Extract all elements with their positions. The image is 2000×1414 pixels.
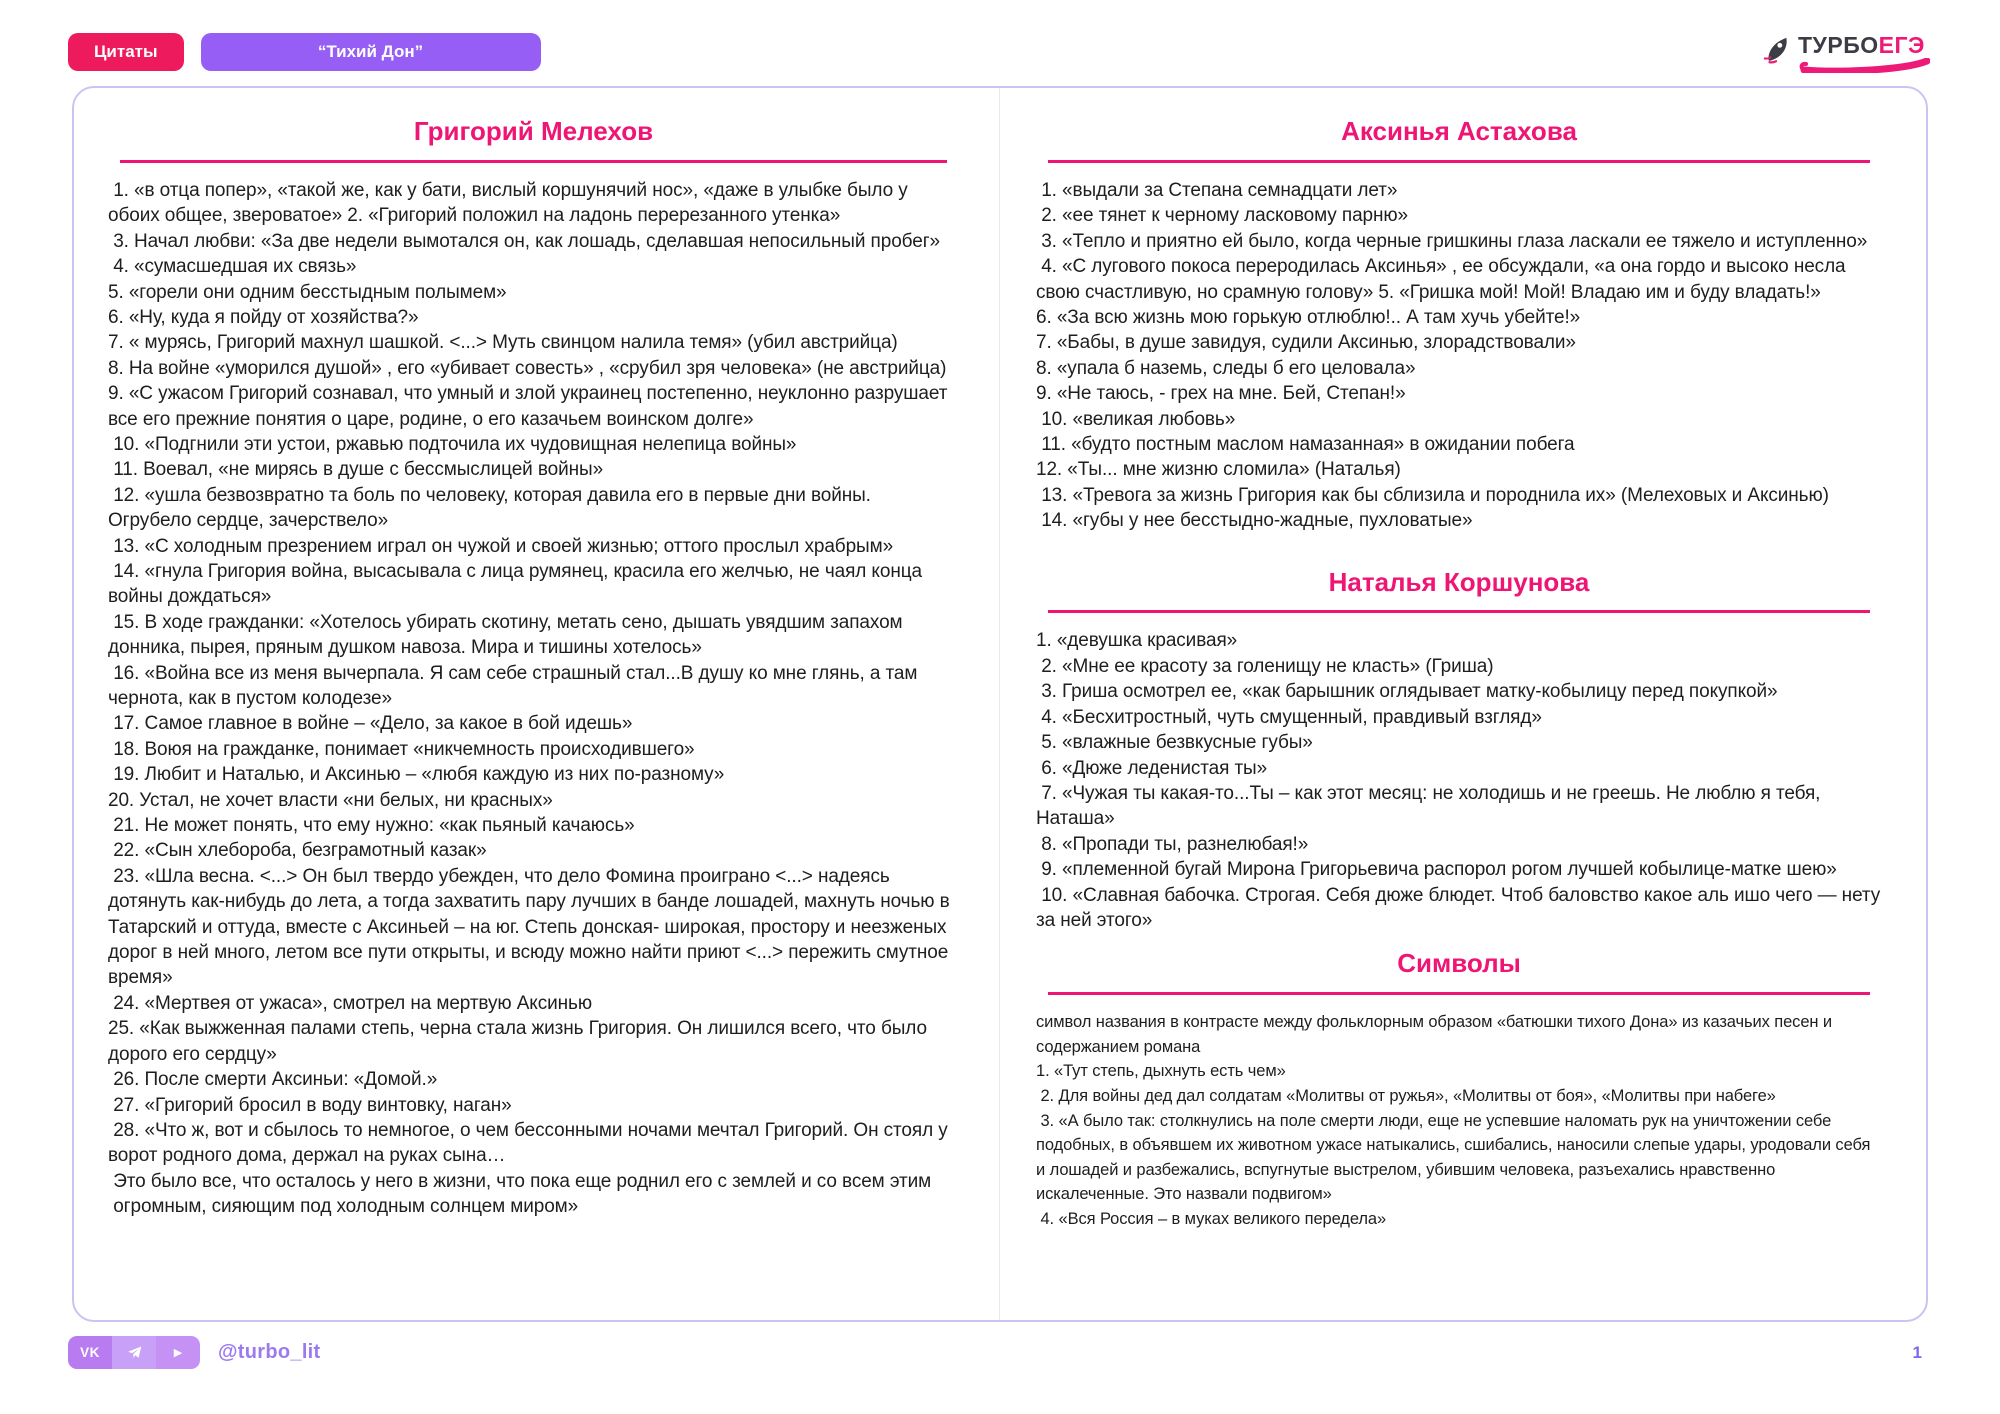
quote-paragraph: 13. «Тревога за жизнь Григория как бы сблизила и породнила их» (Мелеховых и Аксинью)	[1036, 484, 1829, 506]
quote-paragraph: 16. «Война все из меня вычерпала. Я сам себе страшный стал...В душу ко мне глянь, а там чернота, как в пустом колодезе»	[108, 662, 923, 710]
quote-paragraph: 10. «Подгнили эти устои, ржавью подточила их чудовищная нелепица войны»	[108, 433, 797, 455]
logo-ege-text: ЕГЭ	[1878, 32, 1925, 58]
logo-text	[1798, 33, 1930, 57]
section-natalya-korshunova	[1036, 566, 1886, 934]
quote-paragraph: 6. «Ну, куда я пойду от хозяйства?»	[108, 306, 419, 328]
quote-paragraph: символ названия в контрасте между фольклорным образом «батюшки тихого Дона» из казачьих песен и содержанием романа	[1036, 1013, 1837, 1056]
content-card	[72, 86, 1928, 1322]
quote-paragraph: 22. «Сын хлебороба, безграмотный казак»	[108, 840, 487, 862]
quote-paragraph: 7. «Бабы, в душе завидуя, судили Аксинью, злорадствовали»	[1036, 332, 1576, 354]
section-title-aksinya: Аксинья Астахова	[1048, 117, 1870, 163]
quote-paragraph: 9. «С ужасом Григорий сознавал, что умный и злой украинец постепенно, неуклонно разрушает все его прежние понятия о царе, родине, о его казачьем воинском долге»	[108, 383, 953, 430]
rocket-icon	[1762, 35, 1792, 65]
footer	[68, 1336, 1930, 1369]
quote-paragraph: 18. Воюя на гражданке, понимает «никчемность происходившего»	[108, 738, 695, 760]
quote-paragraph: 2. «Мне ее красоту за голенищу не класть» (Гриша)	[1036, 655, 1494, 677]
quote-paragraph: Это было все, что осталось у него в жизни, что пока еще роднил его с землей и со всем этим	[108, 1170, 932, 1192]
quote-paragraph: 11. «будто постным маслом намазанная» в ожидании побега	[1036, 433, 1575, 455]
quote-paragraph: 11. Воевал, «не мирясь в душе с бессмыслицей войны»	[108, 459, 604, 481]
quote-paragraph: 24. «Мертвея от ужаса», смотрел на мертвую Аксинью	[108, 992, 592, 1014]
quote-paragraph: 12. «Ты... мне жизню сломила» (Наталья)	[1036, 459, 1401, 481]
quote-paragraph: 14. «гнула Григория война, высасывала с лица румянец, красила его желчью, не чаял конца войны дождаться»	[108, 560, 928, 608]
top-bar	[0, 0, 2000, 62]
quote-paragraph: огромным, сияющим под холодным солнцем миром»	[108, 1196, 579, 1218]
quote-paragraph: 9. «племенной бугай Мирона Григорьевича распорол рогом лучшей кобылице-матке шею»	[1036, 859, 1837, 881]
quote-paragraph: 2. Для войны дед дал солдатам «Молитвы от ружья», «Молитвы от боя», «Молитвы при набеге»	[1036, 1087, 1776, 1106]
quote-paragraph: 10. «Славная бабочка. Строгая. Себя дюже блюдет. Чтоб баловство какое аль ишо чего — нету за ней этого»	[1036, 884, 1886, 931]
title-badge[interactable]: “Тихий Дон”	[201, 33, 541, 71]
quote-paragraph: 7. «Чужая ты какая-то...Ты – как этот месяц: не холодишь и не греешь. Не люблю я тебя, Наташа»	[1036, 782, 1826, 830]
quote-paragraph: 7. « мурясь, Григорий махнул шашкой. <...> Муть свинцом налила темя» (убил австрийца)	[108, 332, 898, 354]
section-title-grigory: Григорий Мелехов	[120, 117, 947, 163]
quote-paragraph: 6. «За всю жизнь мою горькую отлюблю!.. А там хучь убейте!»	[1036, 306, 1581, 328]
quote-paragraph: 28. «Что ж, вот и сбылось то немногое, о чем бессонными ночами мечтал Григорий. Он стоял у ворот родного дома, держал на руках сына…	[108, 1119, 953, 1167]
telegram-icon[interactable]	[112, 1336, 156, 1369]
section-grigory-melekhov	[108, 117, 959, 1220]
quote-paragraph: 14. «губы у нее бесстыдно-жадные, пухловатые»	[1036, 510, 1473, 532]
quote-paragraph: 23. «Шла весна. <...> Он был твердо убежден, что дело Фомина проиграно <...> надеясь дотянуть как-нибудь до лета, а тогда захватить пару лучших в банде лошадей, махнуть ночью в Татарский и оттуда, вместе с Аксиньей – на юг. Степь донская- широкая, простору и неезженых дорог в ней много, летом все пути открыты, и всюду можно найти приют <...> пережить смутное время»	[108, 865, 955, 989]
quote-paragraph: 5. «горели они одним бесстыдным полымем»	[108, 281, 507, 303]
quote-paragraph: 3. «А было так: столкнулись на поле смерти люди, еще не успевшие наломать рук на уничтожении себе подобных, в объявшем их животном ужасе натыкались, сшибались, наносили слепые удары, уродовали себя и лошадей и разбежались, вспугнутые выстрелом, убившим человека, разъехались нравственно искалеченные. Это назвали подвигом»	[1036, 1111, 1875, 1204]
quote-paragraph: 10. «великая любовь»	[1036, 408, 1236, 430]
quote-paragraph: 4. «С лугового покоса переродилась Аксинья» , ее обсуждали, «а она гордо и высоко несла свою счастливую, но срамную голову» 5. «Гришка мой! Мой! Владаю им и буду владать!»	[1036, 256, 1851, 303]
quote-paragraph: 1. «в отца попер», «такой же, как у бати, вислый коршунячий нос», «даже в улыбке было у обоих общее, звероватое» 2. «Григорий положил на ладонь перерезанного утенка»	[108, 179, 913, 227]
quote-paragraph: 26. После смерти Аксиньи: «Домой.»	[108, 1069, 438, 1091]
social-chips	[68, 1336, 200, 1369]
quote-list-aksinya	[1036, 178, 1882, 534]
play-icon[interactable]: ▶	[156, 1336, 200, 1369]
quote-paragraph: 21. Не может понять, что ему нужно: «как пьяный качаюсь»	[108, 815, 635, 837]
quote-paragraph: 3. Гриша осмотрел ее, «как барышник оглядывает матку-кобылицу перед покупкой»	[1036, 681, 1778, 703]
logo-text-block	[1798, 33, 1930, 73]
quote-paragraph: 25. «Как выжженная палами степь, черна стала жизнь Григория. Он лишился всего, что было дорого его сердцу»	[108, 1018, 933, 1065]
quote-paragraph: 20. Устал, не хочет власти «ни белых, ни красных»	[108, 789, 553, 811]
badges	[68, 33, 541, 71]
quote-paragraph: 2. «ее тянет к черному ласковому парню»	[1036, 205, 1409, 227]
social-links[interactable]	[68, 1336, 321, 1369]
quote-paragraph: 3. «Тепло и приятно ей было, когда черные гришкины глаза ласкали ее тяжело и иступленно»	[1036, 230, 1868, 252]
page-number: 1	[1912, 1342, 1922, 1362]
quote-paragraph: 4. «Бесхитростный, чуть смущенный, правдивый взгляд»	[1036, 706, 1542, 728]
quote-paragraph: 6. «Дюже леденистая ты»	[1036, 757, 1268, 779]
logo-swoosh	[1798, 58, 1930, 73]
quote-paragraph: 12. «ушла безвозвратно та боль по человеку, которая давила его в первые дни войны. Огрубело сердце, зачерствело»	[108, 484, 877, 532]
section-title-simvoly: Символы	[1048, 949, 1870, 995]
quote-paragraph: 3. Начал любви: «За две недели вымотался он, как лошадь, сделавшая непосильный пробег»	[108, 230, 940, 252]
section-simvoly	[1036, 949, 1882, 1231]
quote-paragraph: 1. «выдали за Степана семнадцати лет»	[1036, 179, 1398, 201]
vk-icon[interactable]: VK	[68, 1336, 112, 1369]
section-aksinya-astahova	[1036, 117, 1882, 534]
section-title-natalya: Наталья Коршунова	[1048, 568, 1870, 614]
quote-paragraph: 1. «девушка красивая»	[1036, 630, 1238, 652]
left-column	[74, 88, 1000, 1320]
quote-paragraph: 8. «Пропади ты, разнелюбая!»	[1036, 833, 1309, 855]
turboege-logo	[1762, 33, 1930, 73]
quote-paragraph: 8. «упала б наземь, следы б его целовала»	[1036, 357, 1416, 379]
quote-paragraph: 9. «Не таюсь, - грех на мне. Бей, Степан!»	[1036, 383, 1406, 405]
quote-paragraph: 19. Любит и Наталью, и Аксинью – «любя каждую из них по-разному»	[108, 764, 725, 786]
quote-paragraph: 13. «С холодным презрением играл он чужой и своей жизнью; оттого прослыл храбрым»	[108, 535, 894, 557]
quote-paragraph: 4. «сумасшедшая их связь»	[108, 256, 357, 278]
quote-list-simvoly	[1036, 1010, 1882, 1231]
quote-paragraph: 1. «Тут степь, дыхнуть есть чем»	[1036, 1062, 1286, 1081]
social-handle[interactable]: @turbo_lit	[218, 1341, 321, 1363]
quote-list-grigory	[108, 178, 959, 1220]
quote-paragraph: 15. В ходе гражданки: «Хотелось убирать скотину, метать сено, дышать увядшим запахом донника, пырея, пряным душком навоза. Мира и тишины хотелось»	[108, 611, 908, 659]
quote-paragraph: 4. «Вся Россия – в муках великого передела»	[1036, 1209, 1387, 1228]
quote-list-natalya	[1036, 628, 1886, 933]
quotes-badge[interactable]: Цитаты	[68, 33, 184, 71]
right-column	[1000, 88, 1926, 1320]
quote-paragraph: 5. «влажные безвкусные губы»	[1036, 732, 1313, 754]
quote-paragraph: 27. «Григорий бросил в воду винтовку, наган»	[108, 1094, 512, 1116]
logo-turbo-text: ТУРБО	[1798, 32, 1879, 58]
quote-paragraph: 8. На войне «уморился душой» , его «убивает совесть» , «срубил зря человека» (не австрийца)	[108, 357, 947, 379]
quote-paragraph: 17. Самое главное в войне – «Дело, за какое в бой идешь»	[108, 713, 633, 735]
